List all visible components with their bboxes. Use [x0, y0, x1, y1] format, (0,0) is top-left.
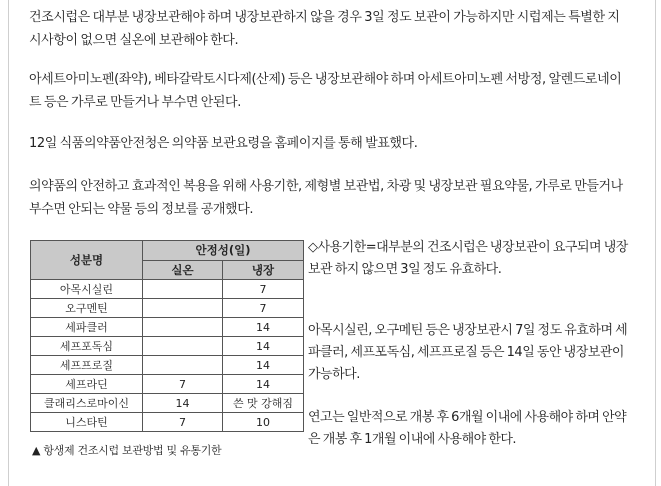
cell-fridge: 14 [223, 318, 304, 337]
cell-fridge: 7 [223, 280, 304, 299]
cell-room [143, 356, 223, 375]
cell-fridge: 7 [223, 299, 304, 318]
cell-name: 클래리스로마이신 [31, 394, 143, 413]
cell-name: 오구멘틴 [31, 299, 143, 318]
header-room-temperature: 실온 [143, 260, 223, 280]
paragraph-dry-syrup-storage: 건조시럽은 대부분 냉장보관해야 하며 냉장보관하지 않을 경우 3일 정도 보관이 가능하지만 시럽제는 특별한 지시사항이 없으면 실온에 보관해야 한다. [29, 10, 620, 48]
side-paragraph-expiry: ◇사용기한=대부분의 건조시럽은 냉장보관이 요구되며 냉장보관 하지 않으면 3일 정도 유효하다. [308, 240, 628, 277]
cell-fridge: 쓴 맛 강해짐 [223, 394, 304, 413]
header-refrigerated: 냉장 [223, 260, 304, 280]
cell-fridge: 14 [223, 375, 304, 394]
table-row [31, 375, 304, 394]
cell-fridge: 14 [223, 337, 304, 356]
cell-room: 14 [143, 394, 223, 413]
table-row [31, 337, 304, 356]
cell-name: 세파클러 [31, 318, 143, 337]
table-row [31, 299, 304, 318]
cell-room [143, 280, 223, 299]
paragraph-refrigerate-drugs: 아세트아미노펜(좌약), 베타갈락토시다제(산제) 등은 냉장보관해야 하며 아세트아미노펜 서방정, 알렌드로네이트 등은 가루로 만들거나 부수면 안된다. [29, 72, 622, 110]
paragraph-announcement: 12일 식품의약품안전청은 의약품 보관요령을 홈페이지를 통해 발표했다. [29, 136, 418, 151]
header-ingredient-name: 성분명 [31, 241, 143, 280]
cell-room [143, 318, 223, 337]
table-row [31, 413, 304, 432]
table-row [31, 394, 304, 413]
side-paragraph-ointment-eyedrops: 연고는 일반적으로 개봉 후 6개월 이내에 사용해야 하며 안약은 개봉 후 1개월 이내에 사용해야 한다. [308, 410, 627, 447]
cell-room: 7 [143, 375, 223, 394]
cell-name: 세프프로질 [31, 356, 143, 375]
table-row [31, 356, 304, 375]
paragraph-info-published: 의약품의 안전하고 효과적인 복용을 위해 사용기한, 제형별 보관법, 차광 및 냉장보관 필요약물, 가루로 만들거나 부수면 안되는 약물 등의 정보를 공개했다. [29, 179, 623, 217]
cell-fridge: 14 [223, 356, 304, 375]
cell-fridge: 10 [223, 413, 304, 432]
table-caption: ▲ 항생제 건조시럽 보관방법 및 유통기한 [32, 444, 222, 457]
table-row [31, 280, 304, 299]
cell-name: 니스타틴 [31, 413, 143, 432]
header-stability-days: 안정성(일) [143, 241, 304, 261]
cell-name: 세프포독심 [31, 337, 143, 356]
cell-name: 세프라딘 [31, 375, 143, 394]
cell-name: 아목시실린 [31, 280, 143, 299]
antibiotic-stability-table [30, 240, 304, 432]
cell-room: 7 [143, 413, 223, 432]
cell-room [143, 299, 223, 318]
cell-room [143, 337, 223, 356]
side-paragraph-antibiotics: 아목시실린, 오구메틴 등은 냉장보관시 7일 정도 유효하며 세파클러, 세프포독심, 세프프로질 등은 14일 동안 냉장보관이 가능하다. [308, 323, 628, 382]
table-row [31, 318, 304, 337]
